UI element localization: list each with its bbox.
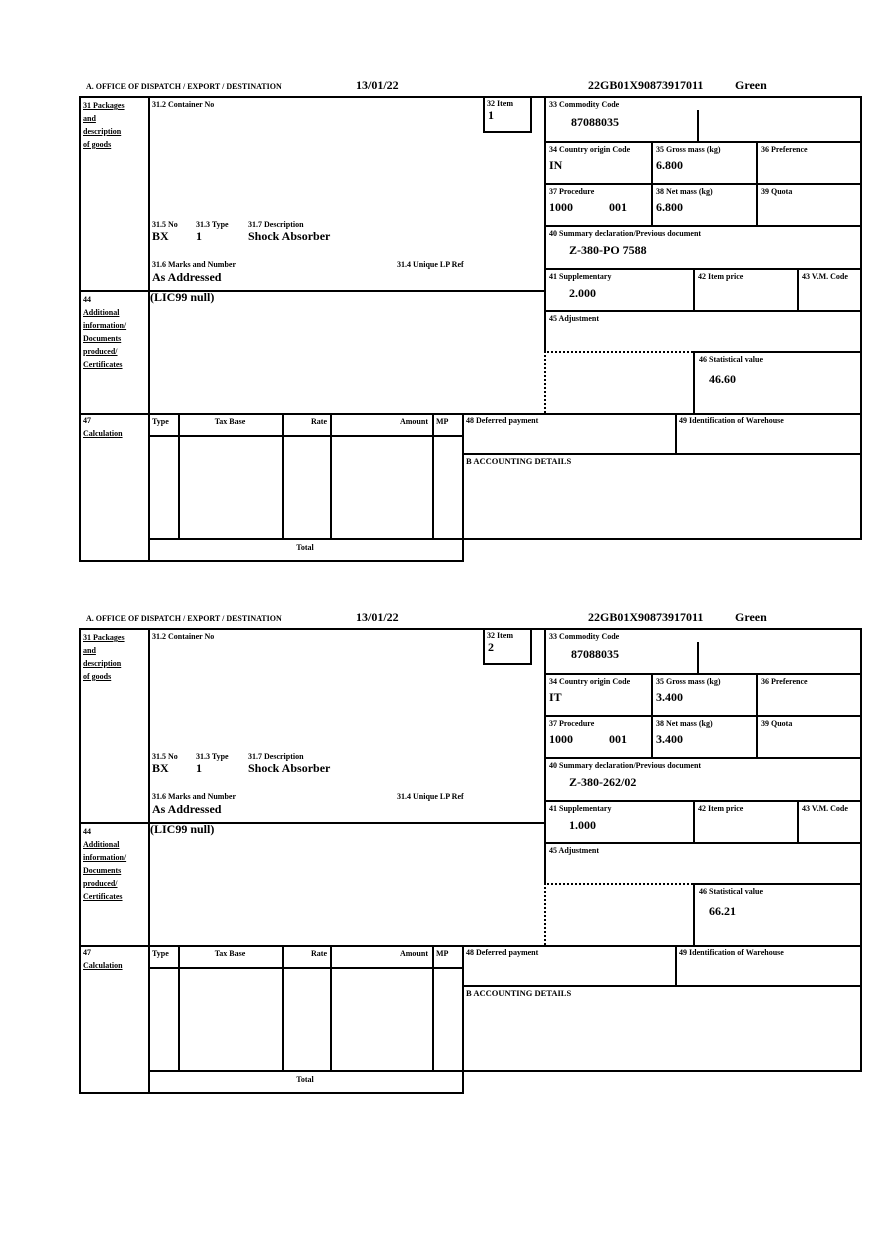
box-42-item-price-label: 42 Item price	[698, 804, 744, 813]
accounting-details-label: B ACCOUNTING DETAILS	[466, 988, 572, 998]
divider-line	[148, 435, 464, 437]
box-37-procedure-label: 37 Procedure	[549, 719, 595, 728]
box-32-item-label: 32 Item	[487, 631, 513, 640]
box-31-3-type-label: 31.3 Type	[196, 752, 229, 761]
box-44-additional-info-label: 44 Additional information/ Documents produced/ Certificates	[83, 295, 127, 369]
box-33-commodity-code-label: 33 Commodity Code	[549, 100, 620, 109]
package-type-value: 1	[196, 761, 202, 775]
divider-line-dotted	[544, 351, 546, 413]
box-31-7-description-label: 31.7 Description	[248, 752, 304, 761]
box-35-gross-mass-label: 35 Gross mass (kg)	[656, 677, 721, 686]
divider-line	[462, 985, 862, 987]
divider-line	[483, 96, 485, 131]
divider-line	[693, 883, 862, 885]
divider-line	[544, 800, 862, 802]
box-31-7-description-label: 31.7 Description	[248, 220, 304, 229]
column-header-amount: Amount	[399, 949, 428, 958]
goods-description-value: Shock Absorber	[248, 761, 331, 775]
summary-declaration-value: Z-380-PO 7588	[569, 243, 647, 257]
box-49-warehouse-label: 49 Identification of Warehouse	[679, 416, 784, 425]
declaration-date: 13/01/22	[356, 78, 399, 92]
commodity-code-separator	[697, 110, 699, 141]
box-31-5-no-label: 31.5 No	[152, 752, 178, 761]
divider-line	[178, 945, 180, 1070]
commodity-code-separator	[697, 642, 699, 673]
box-47-calculation-label: Calculation	[83, 961, 123, 970]
divider-line	[282, 945, 284, 1070]
item-number-value: 2	[488, 640, 494, 654]
divider-line	[148, 1070, 862, 1072]
divider-line	[79, 945, 862, 947]
box-31-packages-label: 31 Packages and description of goods	[83, 101, 125, 149]
divider-line	[330, 413, 332, 538]
declaration-reference: 22GB01X90873917011	[588, 610, 704, 624]
routing-status: Green	[735, 610, 767, 624]
divider-line	[148, 967, 464, 969]
box-47-calculation-label: Calculation	[83, 429, 123, 438]
box-39-quota-label: 39 Quota	[761, 187, 793, 196]
divider-line	[79, 96, 81, 562]
divider-line	[860, 628, 862, 1072]
additional-info-value: (LIC99 null)	[150, 822, 215, 836]
column-header-mp: MP	[436, 417, 449, 426]
procedure-suffix-value: 001	[609, 732, 627, 746]
form-grid	[79, 628, 862, 1094]
box-47-number-label: 47	[83, 948, 91, 957]
package-no-value: BX	[152, 229, 169, 243]
box-47-number-label: 47	[83, 416, 91, 425]
box-34-country-origin-label: 34 Country origin Code	[549, 145, 631, 154]
column-header-type: Type	[152, 417, 169, 426]
country-origin-value: IN	[549, 158, 563, 172]
box-39-quota-label: 39 Quota	[761, 719, 793, 728]
statistical-value: 66.21	[709, 904, 736, 918]
divider-line	[544, 673, 862, 675]
divider-line	[693, 883, 695, 945]
box-34-country-origin-label: 34 Country origin Code	[549, 677, 631, 686]
gross-mass-value: 6.800	[656, 158, 683, 172]
procedure-value: 1000	[549, 732, 573, 746]
column-header-tax-base: Tax Base	[214, 417, 246, 426]
divider-line	[148, 538, 862, 540]
box-38-net-mass-label: 38 Net mass (kg)	[656, 719, 713, 728]
commodity-code-value: 87088035	[571, 115, 619, 129]
divider-line	[148, 96, 150, 562]
divider-line-dotted	[544, 351, 693, 353]
box-36-preference-label: 36 Preference	[761, 677, 808, 686]
divider-line	[79, 96, 862, 98]
divider-line	[860, 96, 862, 540]
divider-line	[432, 945, 434, 1070]
box-49-warehouse-label: 49 Identification of Warehouse	[679, 948, 784, 957]
divider-line	[483, 131, 532, 133]
divider-line	[79, 628, 862, 630]
additional-info-value: (LIC99 null)	[150, 290, 215, 304]
box-37-procedure-label: 37 Procedure	[549, 187, 595, 196]
box-38-net-mass-label: 38 Net mass (kg)	[656, 187, 713, 196]
divider-line	[797, 268, 799, 312]
divider-line	[693, 800, 695, 844]
box-43-vm-code-label: 43 V.M. Code	[802, 804, 848, 813]
box-48-deferred-payment-label: 48 Deferred payment	[466, 948, 539, 957]
divider-line	[178, 413, 180, 538]
routing-status: Green	[735, 78, 767, 92]
divider-line	[483, 663, 532, 665]
box-31-4-unique-lp-ref-label: 31.4 Unique LP Ref	[397, 792, 464, 801]
box-35-gross-mass-label: 35 Gross mass (kg)	[656, 145, 721, 154]
divider-line	[79, 413, 862, 415]
box-40-summary-declaration-label: 40 Summary declaration/Previous document	[549, 229, 702, 238]
section-header	[79, 610, 862, 628]
gross-mass-value: 3.400	[656, 690, 683, 704]
divider-line	[544, 310, 862, 312]
divider-line	[530, 96, 532, 131]
divider-line	[79, 822, 544, 824]
box-31-5-no-label: 31.5 No	[152, 220, 178, 229]
box-46-statistical-value-label: 46 Statistical value	[699, 887, 763, 896]
supplementary-value: 2.000	[569, 286, 596, 300]
total-row-label: Total	[296, 1075, 314, 1084]
box-46-statistical-value-label: 46 Statistical value	[699, 355, 763, 364]
box-40-summary-declaration-label: 40 Summary declaration/Previous document	[549, 761, 702, 770]
net-mass-value: 3.400	[656, 732, 683, 746]
divider-line	[148, 628, 150, 1094]
divider-line	[79, 290, 544, 292]
divider-line	[675, 945, 677, 985]
column-header-type: Type	[152, 949, 169, 958]
goods-description-value: Shock Absorber	[248, 229, 331, 243]
divider-line	[675, 413, 677, 453]
box-31-4-unique-lp-ref-label: 31.4 Unique LP Ref	[397, 260, 464, 269]
box-32-item-label: 32 Item	[487, 99, 513, 108]
box-31-6-marks-label: 31.6 Marks and Number	[152, 792, 237, 801]
divider-line	[330, 945, 332, 1070]
box-31-3-type-label: 31.3 Type	[196, 220, 229, 229]
box-43-vm-code-label: 43 V.M. Code	[802, 272, 848, 281]
procedure-suffix-value: 001	[609, 200, 627, 214]
declaration-item-section	[79, 78, 862, 560]
box-45-adjustment-label: 45 Adjustment	[549, 314, 600, 323]
divider-line-dotted	[544, 883, 693, 885]
office-of-dispatch-label: A. OFFICE OF DISPATCH / EXPORT / DESTINATION	[86, 82, 282, 91]
divider-line	[544, 268, 862, 270]
box-45-adjustment-label: 45 Adjustment	[549, 846, 600, 855]
box-41-supplementary-label: 41 Supplementary	[549, 804, 612, 813]
divider-line	[544, 628, 546, 883]
country-origin-value: IT	[549, 690, 562, 704]
box-42-item-price-label: 42 Item price	[698, 272, 744, 281]
package-type-value: 1	[196, 229, 202, 243]
section-header	[79, 78, 862, 96]
declaration-reference: 22GB01X90873917011	[588, 78, 704, 92]
accounting-details-label: B ACCOUNTING DETAILS	[466, 456, 572, 466]
divider-line	[544, 225, 862, 227]
column-header-tax-base: Tax Base	[214, 949, 246, 958]
box-31-packages-label: 31 Packages and description of goods	[83, 633, 125, 681]
divider-line	[693, 351, 862, 353]
net-mass-value: 6.800	[656, 200, 683, 214]
divider-line	[544, 757, 862, 759]
box-36-preference-label: 36 Preference	[761, 145, 808, 154]
divider-line	[544, 842, 862, 844]
divider-line	[544, 141, 862, 143]
marks-and-number-value: As Addressed	[152, 270, 222, 284]
divider-line	[693, 351, 695, 413]
procedure-value: 1000	[549, 200, 573, 214]
divider-line	[544, 715, 862, 717]
divider-line	[282, 413, 284, 538]
package-no-value: BX	[152, 761, 169, 775]
supplementary-value: 1.000	[569, 818, 596, 832]
statistical-value: 46.60	[709, 372, 736, 386]
column-header-rate: Rate	[311, 949, 327, 958]
box-41-supplementary-label: 41 Supplementary	[549, 272, 612, 281]
item-number-value: 1	[488, 108, 494, 122]
column-header-rate: Rate	[311, 417, 327, 426]
form-grid	[79, 96, 862, 562]
divider-line	[79, 1092, 464, 1094]
box-31-6-marks-label: 31.6 Marks and Number	[152, 260, 237, 269]
total-row-label: Total	[296, 543, 314, 552]
divider-line	[693, 268, 695, 312]
commodity-code-value: 87088035	[571, 647, 619, 661]
box-33-commodity-code-label: 33 Commodity Code	[549, 632, 620, 641]
divider-line	[797, 800, 799, 844]
box-31-2-container-no-label: 31.2 Container No	[152, 100, 215, 109]
office-of-dispatch-label: A. OFFICE OF DISPATCH / EXPORT / DESTINATION	[86, 614, 282, 623]
column-header-amount: Amount	[399, 417, 428, 426]
divider-line	[483, 628, 485, 663]
box-31-2-container-no-label: 31.2 Container No	[152, 632, 215, 641]
divider-line	[544, 96, 546, 351]
divider-line-dotted	[544, 883, 546, 945]
box-44-additional-info-label: 44 Additional information/ Documents produced/ Certificates	[83, 827, 127, 901]
marks-and-number-value: As Addressed	[152, 802, 222, 816]
divider-line	[544, 183, 862, 185]
divider-line	[530, 628, 532, 663]
divider-line	[79, 628, 81, 1094]
column-header-mp: MP	[436, 949, 449, 958]
summary-declaration-value: Z-380-262/02	[569, 775, 637, 789]
divider-line	[462, 453, 862, 455]
declaration-item-section	[79, 610, 862, 1092]
box-48-deferred-payment-label: 48 Deferred payment	[466, 416, 539, 425]
divider-line	[432, 413, 434, 538]
declaration-date: 13/01/22	[356, 610, 399, 624]
divider-line	[79, 560, 464, 562]
